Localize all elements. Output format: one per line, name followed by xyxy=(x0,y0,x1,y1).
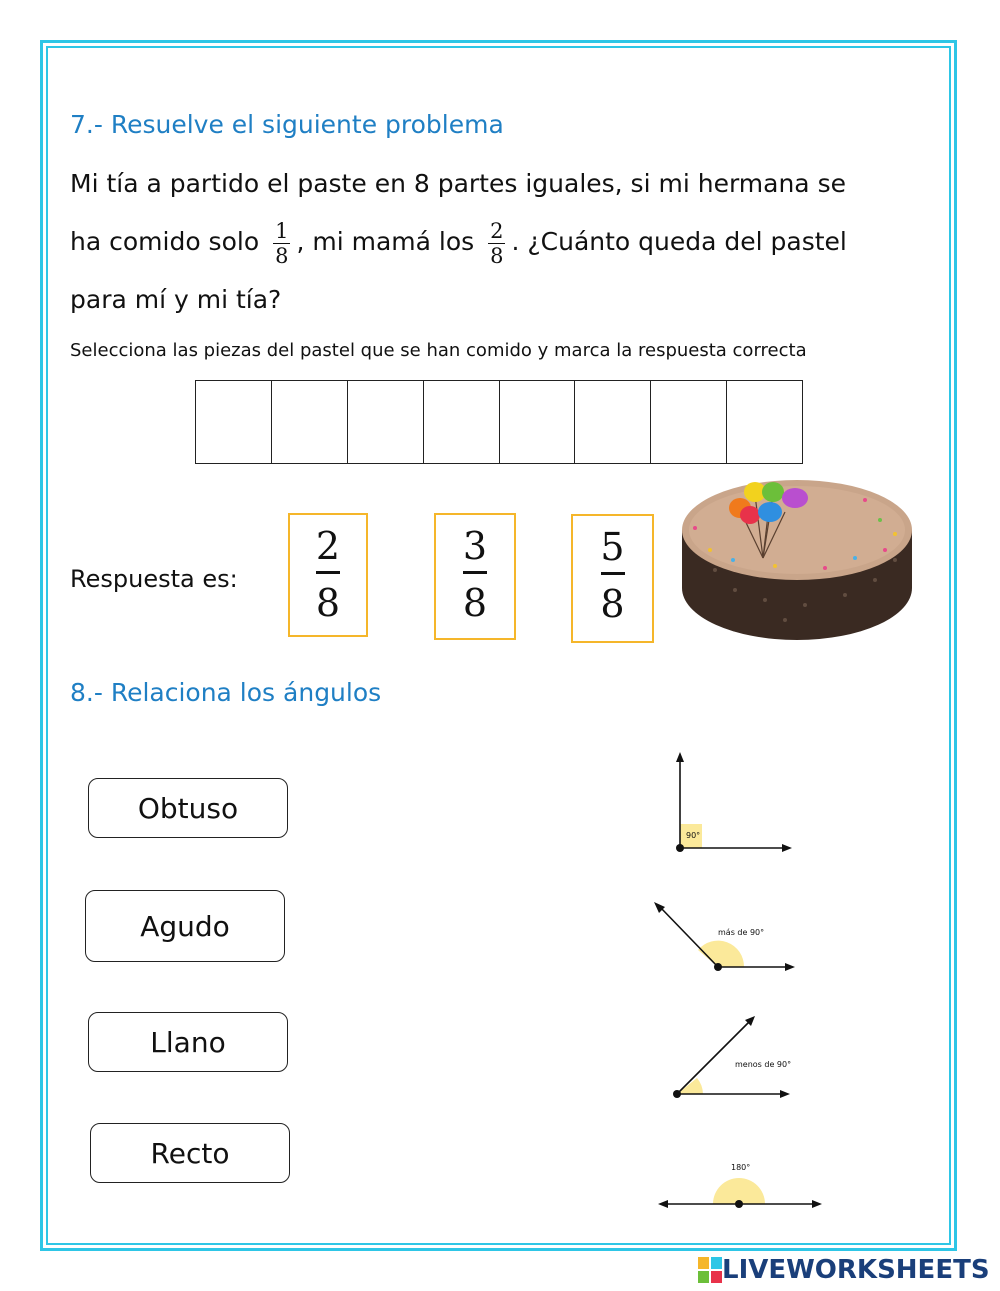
right-angle-diagram[interactable] xyxy=(668,748,798,858)
straight-angle-diagram[interactable] xyxy=(655,1160,825,1215)
angle-label-recto[interactable]: Recto xyxy=(90,1123,290,1183)
answer-option-2-8[interactable]: 2 8 xyxy=(288,513,368,637)
instruction-text: Selecciona las piezas del pastel que se han comido y marca la respuesta correcta xyxy=(70,340,807,361)
fraction-two-eighths: $\frac{2}{8}$ xyxy=(490,218,504,268)
cake-pieces-grid xyxy=(195,380,803,464)
problem-text xyxy=(70,155,950,329)
problem-line-3: para mí y mi tía? xyxy=(70,285,282,314)
problem-line-2 xyxy=(70,213,950,271)
cake-piece-6[interactable] xyxy=(575,381,651,463)
cake-piece-2[interactable] xyxy=(272,381,348,463)
fraction-one-eighth: $\frac{1}{8}$ xyxy=(275,218,289,268)
problem-line-2a: ha comido solo xyxy=(70,227,260,256)
cake-piece-3[interactable] xyxy=(348,381,424,463)
right-angle-caption: 90° xyxy=(686,831,701,840)
problem-line-1: Mi tía a partido el paste en 8 partes iguales, si mi hermana se xyxy=(70,169,846,198)
section-8-heading: 8.- Relaciona los ángulos xyxy=(70,678,382,707)
answer-option-3-8[interactable]: 3 8 xyxy=(434,513,516,640)
liveworksheets-logo xyxy=(698,1255,990,1285)
straight-angle-caption: 180° xyxy=(731,1163,751,1172)
cake-piece-1[interactable] xyxy=(196,381,272,463)
cake-piece-5[interactable] xyxy=(500,381,576,463)
acute-angle-caption: menos de 90° xyxy=(735,1060,792,1069)
answer-label: Respuesta es: xyxy=(70,565,238,593)
liveworksheets-logo-icon xyxy=(698,1257,722,1283)
cake-piece-4[interactable] xyxy=(424,381,500,463)
angle-label-llano[interactable]: Llano xyxy=(88,1012,288,1072)
cake-piece-7[interactable] xyxy=(651,381,727,463)
cake-illustration xyxy=(675,470,920,645)
section-7-heading: 7.- Resuelve el siguiente problema xyxy=(70,110,504,139)
angle-label-agudo[interactable]: Agudo xyxy=(85,890,285,962)
problem-line-2c: . ¿Cuánto queda del pastel xyxy=(511,227,847,256)
answer-option-5-8[interactable]: 5 8 xyxy=(571,514,654,643)
acute-angle-diagram[interactable] xyxy=(665,1012,805,1104)
obtuse-angle-diagram[interactable] xyxy=(648,895,803,980)
angle-label-obtuso[interactable]: Obtuso xyxy=(88,778,288,838)
cake-piece-8[interactable] xyxy=(727,381,802,463)
obtuse-angle-caption: más de 90° xyxy=(718,928,765,937)
liveworksheets-logo-text: LIVEWORKSHEETS xyxy=(722,1255,990,1285)
problem-line-2b: , mi mamá los xyxy=(296,227,475,256)
